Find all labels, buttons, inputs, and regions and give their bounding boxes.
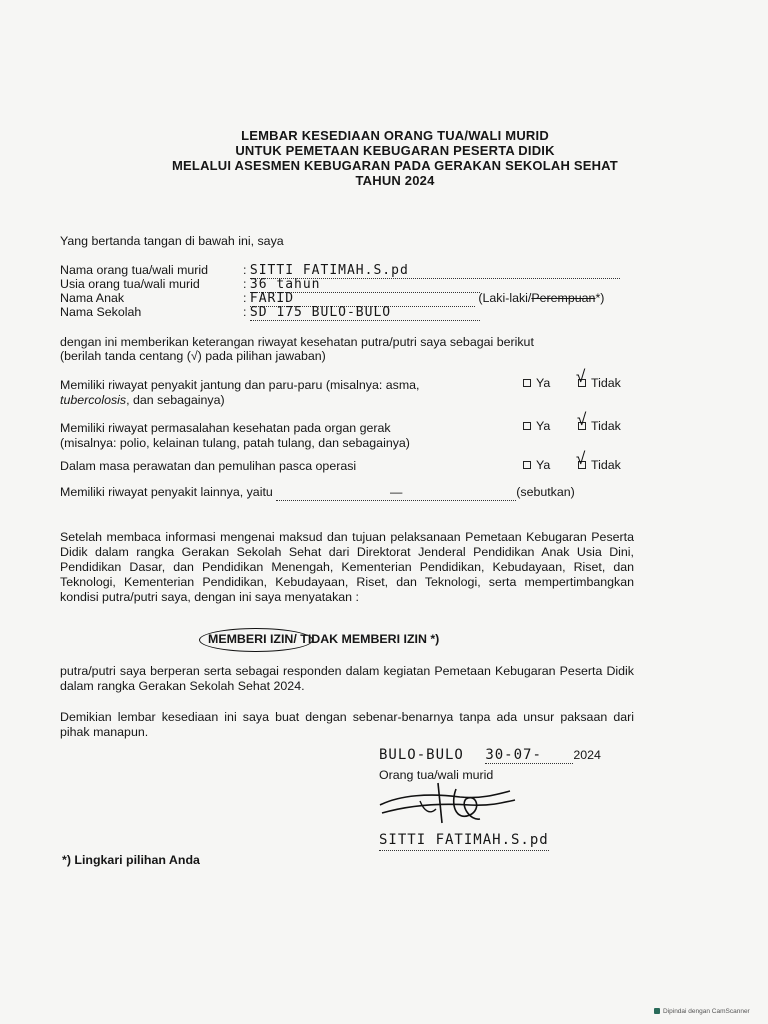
parent-name-field: : SITTI FATIMAH.S.pd [243, 263, 628, 279]
selection-circle [199, 628, 313, 652]
parent-name-label: Nama orang tua/wali murid [60, 263, 209, 277]
checkbox-icon [523, 379, 531, 387]
yes-label: Ya [536, 419, 551, 433]
yes-label: Ya [536, 458, 551, 472]
check-mark-icon: √ [576, 449, 586, 468]
signature-underline [379, 850, 549, 851]
gender-prefix: (Laki-laki/ [478, 291, 532, 305]
child-name-value: FARID [250, 291, 475, 307]
scanner-watermark-text: Dipindai dengan CamScanner [663, 1008, 750, 1015]
parent-name-value: SITTI FATIMAH.S.pd [250, 263, 620, 279]
choice-option-give-permission[interactable]: MEMBERI IZIN [208, 632, 294, 646]
question-4-line-1: Memiliki riwayat penyakit lainnya, yaitu [60, 485, 273, 499]
question-4-suffix: (sebutkan) [516, 485, 575, 499]
closing-paragraph: Demikian lembar kesediaan ini saya buat dengan sebenar-benarnya tanpa ada unsur paksaan dari pihak manapun. [60, 710, 634, 739]
choice-separator-and-deny-option[interactable]: / TIDAK MEMBERI IZIN *) [293, 632, 440, 646]
parent-age-field: : 36 tahun [243, 277, 483, 293]
statement-line-2: (berilah tanda centang (√) pada pilihan jawaban) [60, 349, 326, 363]
title-line-2: UNTUK PEMETAAN KEBUGARAN PESERTA DIDIK [235, 143, 555, 158]
title-line-1: LEMBAR KESEDIAAN ORANG TUA/WALI MURID [241, 128, 549, 143]
checkbox-icon [523, 422, 531, 430]
statement-line-1: dengan ini memberikan keterangan riwayat kesehatan putra/putri saya sebagai berikut [60, 335, 534, 349]
signature-date: 30-07- [485, 748, 573, 764]
school-name-field: : SD 175 BULO-BULO [243, 305, 483, 321]
check-mark-icon: √ [577, 410, 587, 429]
question-4-value: — [276, 485, 516, 501]
question-1-line-1: Memiliki riwayat penyakit jantung dan paru-paru (misalnya: asma, [60, 378, 420, 392]
title-line-3: MELALUI ASESMEN KEBUGARAN PADA GERAKAN SEKOLAH SEHAT [172, 158, 618, 173]
no-label: Tidak [591, 458, 621, 472]
scanner-watermark [654, 1008, 750, 1015]
footnote: *) Lingkari pilihan Anda [62, 853, 200, 867]
question-1 [60, 378, 480, 408]
question-2 [60, 421, 480, 451]
intro-text: Yang bertanda tangan di bawah ini, saya [60, 234, 284, 248]
place-date-line [379, 748, 601, 764]
signatory-role: Orang tua/wali murid [379, 768, 494, 782]
role-paragraph: putra/putri saya berperan serta sebagai responden dalam kegiatan Pemetaan Kebugaran Peserta Didik dalam rangka Gerakan Sekolah Sehat 2024. [60, 664, 634, 693]
signature-year: 2024 [573, 748, 601, 762]
school-name-value: SD 175 BULO-BULO [250, 305, 480, 321]
child-name-label: Nama Anak [60, 291, 125, 305]
signed-name-line [379, 833, 549, 851]
title-line-4: TAHUN 2024 [355, 173, 435, 188]
question-1-italic-term: tubercolosis [60, 393, 127, 407]
handwritten-signature [370, 775, 520, 835]
question-2-line-1: Memiliki riwayat permasalahan kesehatan pada organ gerak [60, 421, 391, 435]
no-label: Tidak [591, 419, 621, 433]
child-name-field: : FARID (Laki-laki/Perempuan*) [243, 291, 605, 306]
question-3-yes-option[interactable] [523, 458, 550, 473]
gender-suffix: *) [595, 291, 605, 305]
question-2-yes-option[interactable] [523, 419, 550, 434]
yes-label: Ya [536, 376, 551, 390]
no-label: Tidak [591, 376, 621, 390]
checkbox-icon [523, 461, 531, 469]
question-4 [60, 485, 625, 501]
gender-struck-option: Perempuan [531, 291, 596, 305]
signed-name: SITTI FATIMAH.S.pd [379, 832, 549, 848]
camscanner-logo-icon [654, 1008, 660, 1014]
question-1-rest: , dan sebagainya) [126, 393, 225, 407]
consent-paragraph: Setelah membaca informasi mengenai maksud dan tujuan pelaksanaan Pemetaan Kebugaran Peserta Didik dalam rangka Gerakan Sekolah Sehat dari Direktorat Jenderal Pendidikan Anak Usia Dini, Pendidikan Dasar, dan Pendidikan Menengah, Kementerian Pendidikan, Kebudayaan, Riset, dan Teknologi, Kementerian Pendidikan, Kebudayaan, Riset, dan Teknologi, serta mempertimbangkan kondisi putra/putri saya, dengan ini saya menyatakan : [60, 530, 634, 604]
parent-age-value: 36 tahun [250, 277, 480, 293]
question-3: Dalam masa perawatan dan pemulihan pasca operasi [60, 459, 357, 473]
school-name-label: Nama Sekolah [60, 305, 142, 319]
check-mark-icon: √ [576, 367, 586, 386]
question-1-yes-option[interactable] [523, 376, 550, 391]
parent-age-label: Usia orang tua/wali murid [60, 277, 200, 291]
form-title [60, 128, 730, 188]
signature-place: BULO-BULO [379, 747, 464, 763]
question-2-line-2: (misalnya: polio, kelainan tulang, patah tulang, dan sebagainya) [60, 436, 410, 450]
